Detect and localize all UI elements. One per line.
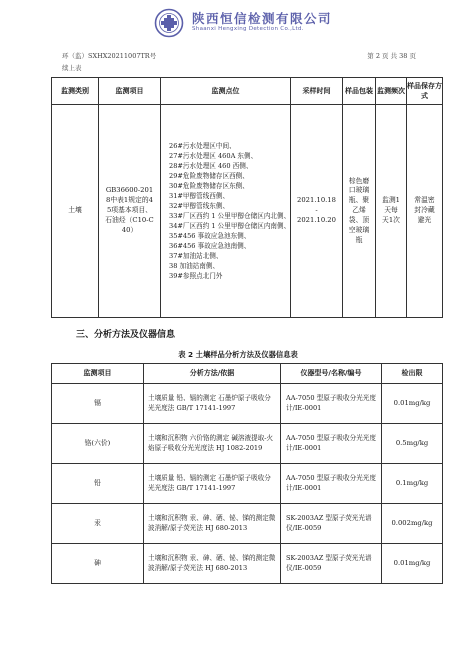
list-item: 26#污水处理区中间、 xyxy=(169,141,236,150)
cell-frequency: 监测1天每天1次 xyxy=(376,105,407,318)
header-item: 监测项目 xyxy=(99,78,161,105)
cell-method: 土壤质量 铅、镉的测定 石墨炉原子吸收分光光度法 GB/T 17141-1997 xyxy=(144,464,281,504)
page-number: 第 2 页 共 38 页 xyxy=(367,52,416,60)
list-item: 31#甲醇管线西侧、 xyxy=(169,191,230,200)
header-packaging: 样品包装 xyxy=(343,78,376,105)
list-item: 27#污水处理区 460A 东侧、 xyxy=(169,151,258,160)
table-row xyxy=(52,504,443,544)
table-row xyxy=(52,424,443,464)
cell-instrument: SK-2003AZ 型原子荧光光谱仪/IE-0059 xyxy=(281,544,382,584)
list-item: 29#危险废物储存区西侧、 xyxy=(169,171,249,180)
cell-limit: 0.002mg/kg xyxy=(382,504,443,544)
cell-item: 砷 xyxy=(52,544,144,584)
cell-storage: 常温密封冷藏避光 xyxy=(407,105,443,318)
cell-method: 土壤和沉积物 汞、砷、硒、铋、锑的测定微波消解/原子荧光法 HJ 680-2013 xyxy=(144,544,281,584)
cell-method: 土壤和沉积物 汞、砷、硒、铋、锑的测定微波消解/原子荧光法 HJ 680-2013 xyxy=(144,504,281,544)
method-table xyxy=(51,363,443,584)
cell-packaging: 棕色磨口玻璃瓶、聚乙烯袋、顶空玻璃瓶 xyxy=(343,105,376,318)
company-logo-icon xyxy=(154,8,184,38)
time-end: 2021.10.20 xyxy=(297,215,336,224)
section-title: 三、分析方法及仪器信息 xyxy=(76,330,176,340)
cell-item: 镉 xyxy=(52,384,144,424)
list-item: 33#厂区西约 1 公里甲醇仓储区内北侧、 xyxy=(169,212,291,220)
report-number: 环（监）SXHX20211007TR号 xyxy=(62,52,157,60)
list-item: 37#加油站北侧、 xyxy=(169,252,223,261)
cell-limit: 0.1mg/kg xyxy=(382,464,443,504)
list-item: 39#参照点北门外 xyxy=(169,272,223,281)
cell-category: 土壤 xyxy=(52,105,99,318)
time-start: 2021.10.18 xyxy=(297,196,336,205)
cell-item: GB36600-2018中表1规定的45项基本项目、石油烃（C10-C40） xyxy=(99,105,161,318)
continued-label: 续上表 xyxy=(62,64,82,72)
cell-method: 土壤和沉积物 六价铬的测定 碱溶液提取-火焰原子吸收分光光度法 HJ 1082-2019 xyxy=(144,424,281,464)
cell-instrument: SK-2003AZ 型原子荧光光谱仪/IE-0059 xyxy=(281,504,382,544)
header-limit: 检出限 xyxy=(382,364,443,384)
cell-time xyxy=(291,105,343,318)
cell-method: 土壤质量 铅、镉的测定 石墨炉原子吸收分光光度法 GB/T 17141-1997 xyxy=(144,384,281,424)
cell-item: 铬(六价) xyxy=(52,424,144,464)
table-caption: 表 2 土壤样品分析方法及仪器信息表 xyxy=(178,350,298,359)
header-method: 分析方法/依据 xyxy=(144,364,281,384)
table-row xyxy=(52,105,443,318)
company-name-en: Shaanxi Hengxing Detection Co.,Ltd. xyxy=(192,26,304,32)
cell-instrument: AA-7050 型原子吸收分光光度计/IE-0001 xyxy=(281,464,382,504)
cell-item: 汞 xyxy=(52,504,144,544)
letterhead xyxy=(0,0,476,42)
list-item: 32#甲醇管线东侧、 xyxy=(169,201,230,210)
cell-limit: 0.5mg/kg xyxy=(382,424,443,464)
list-item: 35#456 事故应急池东侧、 xyxy=(169,232,251,241)
header-storage: 样品保存方式 xyxy=(407,78,443,105)
cell-instrument: AA-7050 型原子吸收分光光度计/IE-0001 xyxy=(281,384,382,424)
company-name-cn: 陕西恒信检测有限公司 xyxy=(192,11,333,26)
cell-limit: 0.01mg/kg xyxy=(382,384,443,424)
table-row xyxy=(52,384,443,424)
list-item: 34#厂区西约 1 公里甲醇仓储区内南侧、 xyxy=(169,222,291,231)
time-sep: - xyxy=(315,206,318,215)
cell-instrument: AA-7050 型原子吸收分光光度计/IE-0001 xyxy=(281,424,382,464)
table-header-row xyxy=(52,78,443,105)
table-header-row xyxy=(52,364,443,384)
header-points: 监测点位 xyxy=(161,78,291,105)
table-row xyxy=(52,544,443,584)
cell-limit: 0.01mg/kg xyxy=(382,544,443,584)
list-item: 28#污水处理区 460 西侧、 xyxy=(169,161,253,170)
table-row xyxy=(52,464,443,504)
monitoring-table xyxy=(51,77,443,318)
header-frequency: 监测频次 xyxy=(376,78,407,105)
header-category: 监测类别 xyxy=(52,78,99,105)
header-instrument: 仪器型号/名称/编号 xyxy=(281,364,382,384)
list-item: 30#危险废物储存区东侧、 xyxy=(169,181,249,190)
list-item: 38 加油站南侧、 xyxy=(169,262,220,271)
cell-item: 铅 xyxy=(52,464,144,504)
header-item: 监测项目 xyxy=(52,364,144,384)
list-item: 36#456 事故应急池南侧、 xyxy=(169,242,251,251)
header-time: 采样时间 xyxy=(291,78,343,105)
cell-points xyxy=(161,105,291,318)
